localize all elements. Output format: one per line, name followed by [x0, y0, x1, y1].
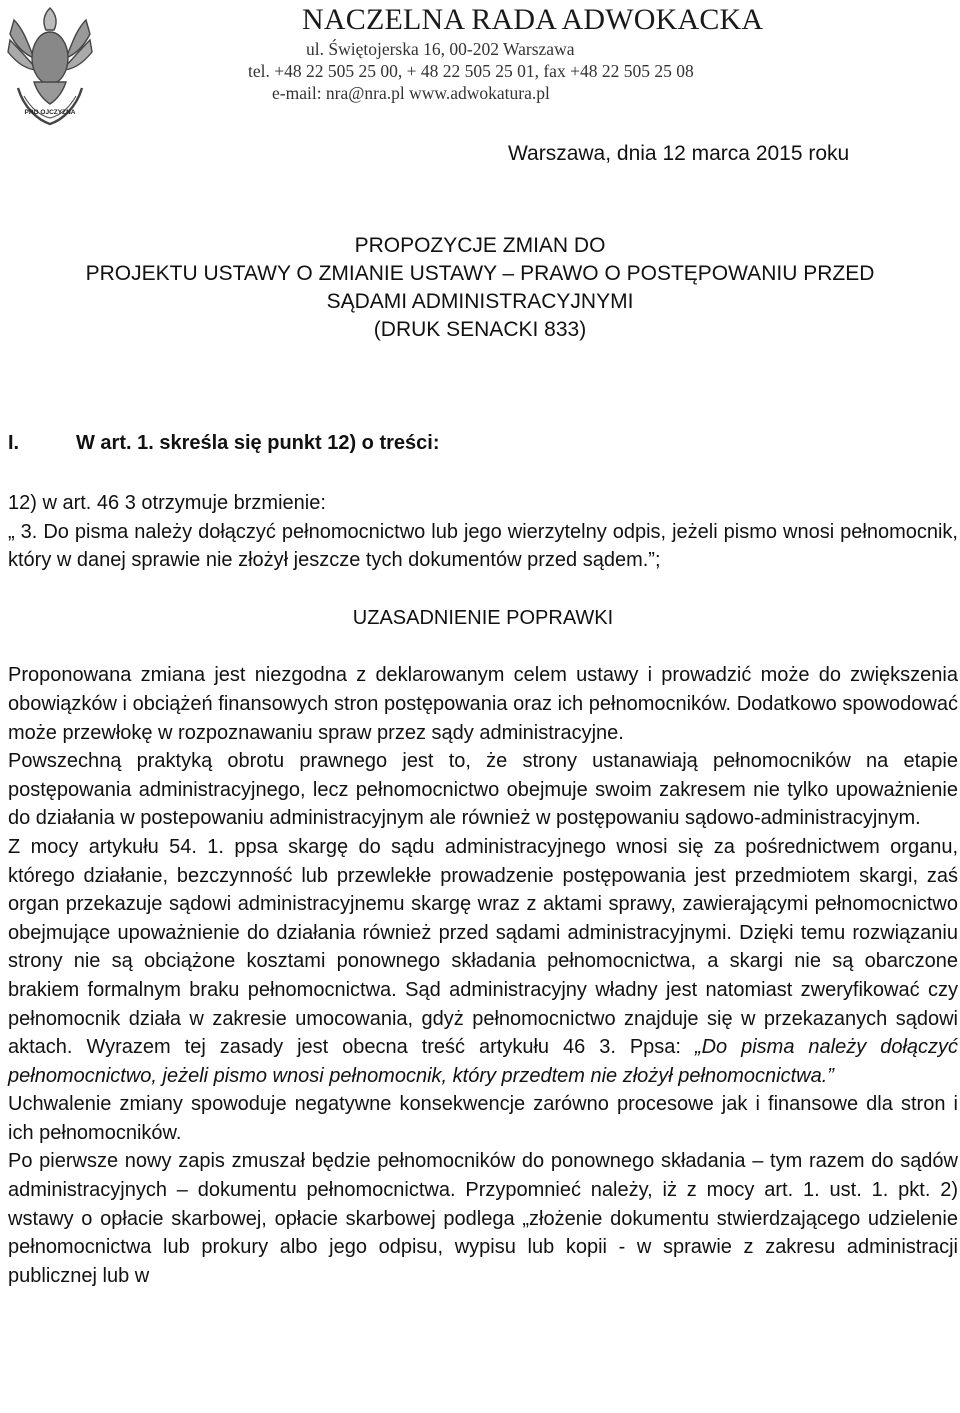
justification-heading: UZASADNIENIE POPRAWKI [352, 606, 614, 629]
logo-text: PRO OJCZYZNA [24, 109, 76, 116]
contact-line: e-mail: nra@nra.pl www.adwokatura.pl [272, 83, 550, 103]
document-body [8, 489, 958, 1290]
organization-name: NACZELNA RADA ADWOKACKA [302, 3, 764, 36]
title-line: (DRUK SENACKI 833) [373, 318, 587, 341]
date-line: Warszawa, dnia 12 marca 2015 roku [508, 142, 850, 165]
document-title [0, 232, 960, 344]
letterhead [248, 2, 802, 104]
title-line: PROJEKTU USTAWY O ZMIANIE USTAWY – PRAWO O POSTĘPOWANIU PRZED [85, 262, 875, 285]
paragraph [8, 833, 958, 1090]
paragraph: Po pierwsze nowy zapis zmuszał będzie pełnomocników do ponownego składania – tym razem do sądów administracyjnych – dokumentu pełnomocnictwa. Przypomnieć należy, iż z mocy art. 1. ust. 1. pkt. 2) wstawy o opłacie skarbowej, opłacie skarbowej podlega „złożenie dokumentu stwierdzającego udzielenie pełnomocnictwa lub prokury albo jego odpisu, wypisu lub kopii - w sprawie z zakresu administracji publicznej lub w [8, 1150, 958, 1287]
paragraph-text: Z mocy artykułu 54. 1. ppsa skargę do sądu administracyjnego wnosi się za pośrednictwem organu, którego działanie, bezczynność lub przewlekłe prowadzenie postępowania jest przedmiotem skargi, zaś organ przekazuje sądowi administracyjnemu skargę wraz z aktami sprawy, zawierającymi pełnomocnictwo obejmujące upoważnienie do działania również przed sądami administracyjnymi. Dzięki temu rozwiązaniu strony nie są obciążone kosztami ponownego składania pełnomocnictwa, a skargi nie są obarczone brakiem formalnym braku pełnomocnictwa. Sąd administracyjny władny jest natomiast zweryfikować czy pełnomocnik działa w zakresie umocowania, gdyż pełnomocnictwo znajduje się w przekazanych sądowi aktach. Wyrazem tej zasady jest obecna treść artykułu 46 3. Ppsa: [8, 835, 958, 1059]
quoted-change-intro: 12) w art. 46 3 otrzymuje brzmienie: [8, 492, 326, 514]
address-line: ul. Świętojerska 16, 00-202 Warszawa [306, 39, 575, 59]
paragraph: Powszechną praktyką obrotu prawnego jest to, że strony ustanawiają pełnomocników na etapie postępowania administracyjnego, lecz pełnomocnictwo obejmuje swoim zakresem nie tylko upoważnienie do działania w postepowaniu administracyjnym ale również w postępowaniu sądowo-administracyjnym. [8, 750, 958, 830]
title-line: SĄDAMI ADMINISTRACYJNYMI [326, 290, 634, 313]
eagle-emblem-icon [4, 0, 96, 128]
section-heading [8, 432, 439, 455]
paragraph: Proponowana zmiana jest niezgodna z deklarowanym celem ustawy i prowadzić może do zwiększenia obowiązków i obciążeń finansowych stron postępowania oraz ich pełnomocników. Dodatkowo spowodować może przewłokę w rozpoznawaniu spraw przez sądy administracyjne. [8, 664, 958, 744]
title-line: PROPOZYCJE ZMIAN DO [354, 234, 606, 257]
paragraph: Uchwalenie zmiany spowoduje negatywne konsekwencje zarówno procesowe jak i finansowe dla stron i ich pełnomocników. [8, 1093, 958, 1144]
phone-line: tel. +48 22 505 25 00, + 48 22 505 25 01, fax +48 22 505 25 08 [248, 61, 694, 81]
italic-quote: „Do pisma należy dołączyć pełnomocnictwo, jeżeli pismo wnosi pełnomocnik, który przedtem nie złożył pełnomocnictwa.” [8, 1036, 959, 1087]
section-text: W art. 1. skreśla się punkt 12) o treści: [76, 432, 440, 454]
section-number: I. [8, 432, 20, 454]
quoted-change-text: „ 3. Do pisma należy dołączyć pełnomocnictwo lub jego wierzytelny odpis, jeżeli pismo wnosi pełnomocnik, który w danej sprawie nie złożył jeszcze tych dokumentów przed sądem.”; [8, 520, 958, 572]
